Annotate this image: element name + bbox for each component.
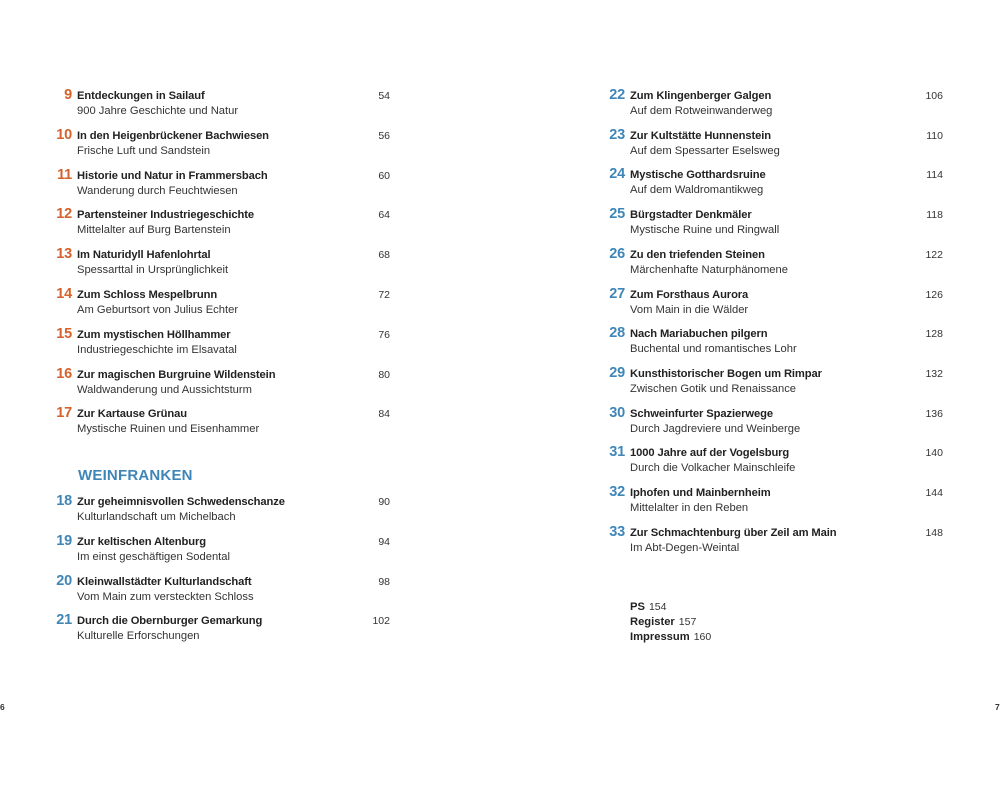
chapter-subtitle: Mystische Ruine und Ringwall xyxy=(630,224,780,237)
chapter-subtitle: Im Abt-Degen-Weintal xyxy=(630,541,740,554)
toc-entry-22[interactable] xyxy=(606,87,943,124)
page-number: 90 xyxy=(378,496,390,508)
chapter-title: Historie und Natur in Frammersbach xyxy=(77,169,268,182)
chapter-subtitle: Am Geburtsort von Julius Echter xyxy=(77,304,239,316)
chapter-subtitle: Kulturlandschaft um Michelbach xyxy=(77,511,236,523)
toc-entry-30[interactable] xyxy=(606,404,943,442)
chapter-number: 20 xyxy=(56,572,72,589)
chapter-subtitle: Mittelalter in den Reben xyxy=(630,502,749,514)
chapter-subtitle: Buchental und romantisches Lohr xyxy=(630,343,797,356)
toc-entry-17[interactable] xyxy=(53,405,390,442)
toc-entry-28[interactable] xyxy=(606,325,943,362)
appendix-item-ps[interactable] xyxy=(630,601,711,616)
chapter-subtitle: Kulturelle Erforschungen xyxy=(77,630,200,643)
chapter-number: 30 xyxy=(609,404,625,421)
toc-entry-19[interactable] xyxy=(53,532,390,570)
chapter-title: Mystische Gotthardsruine xyxy=(630,169,766,182)
chapter-title: Iphofen und Mainbernheim xyxy=(630,487,771,499)
page-number: 68 xyxy=(378,249,390,262)
chapter-number: 31 xyxy=(609,444,625,461)
page-number: 140 xyxy=(925,447,943,460)
section-heading-weinfranken: WEINFRANKEN xyxy=(78,467,193,484)
chapter-title: Entdeckungen in Sailauf xyxy=(77,90,205,102)
chapter-subtitle: Spessarttal in Ursprünglichkeit xyxy=(77,264,229,277)
appendix-page: 160 xyxy=(693,631,712,643)
chapter-number: 23 xyxy=(609,126,625,143)
chapter-title: Kleinwallstädter Kulturlandschaft xyxy=(77,575,252,588)
appendix-label: PS xyxy=(630,601,645,613)
chapter-number: 15 xyxy=(56,325,72,342)
toc-entry-12[interactable] xyxy=(53,206,390,243)
appendix-label: Register xyxy=(630,616,675,628)
appendix-label: Impressum xyxy=(630,631,690,643)
chapter-number: 27 xyxy=(609,285,625,302)
page-number: 60 xyxy=(378,169,390,182)
toc-entry-18[interactable] xyxy=(53,493,390,530)
chapter-number: 28 xyxy=(609,325,625,342)
page-number: 84 xyxy=(378,408,390,421)
chapter-title: Zum Forsthaus Aurora xyxy=(630,288,749,301)
page-number: 118 xyxy=(926,209,943,222)
page-number: 144 xyxy=(925,487,943,499)
chapter-subtitle: Vom Main in die Wälder xyxy=(630,303,749,316)
toc-entry-24[interactable] xyxy=(606,166,943,203)
chapter-number: 22 xyxy=(609,87,625,103)
toc-entry-26[interactable] xyxy=(606,245,943,283)
chapter-number: 13 xyxy=(56,246,72,263)
chapter-title: Partensteiner Industriegeschichte xyxy=(77,209,255,222)
toc-entry-25[interactable] xyxy=(606,206,943,243)
chapter-number: 25 xyxy=(609,206,625,223)
chapter-number: 29 xyxy=(609,364,625,381)
left-toc-column xyxy=(53,0,390,700)
chapter-number: 19 xyxy=(56,532,72,549)
toc-entry-14[interactable] xyxy=(53,286,390,323)
chapter-number: 18 xyxy=(56,493,72,509)
chapter-title: Zur keltischen Altenburg xyxy=(77,535,206,548)
chapter-subtitle: Auf dem Rotweinwanderweg xyxy=(630,105,773,117)
chapter-subtitle: Vom Main zum versteckten Schloss xyxy=(77,590,254,603)
chapter-title: Zu den triefenden Steinen xyxy=(630,248,765,261)
chapter-title: 1000 Jahre auf der Vogelsburg xyxy=(630,447,790,460)
chapter-title: Bürgstadter Denkmäler xyxy=(630,209,752,222)
page-number-left: 6 xyxy=(0,702,5,712)
chapter-subtitle: Auf dem Waldromantikweg xyxy=(630,184,764,197)
page-number: 122 xyxy=(925,248,943,261)
chapter-title: Zur magischen Burgruine Wildenstein xyxy=(77,368,276,381)
page-number: 132 xyxy=(925,367,943,380)
chapter-title: Im Naturidyll Hafenlohrtal xyxy=(77,249,211,262)
chapter-title: Zum mystischen Höllhammer xyxy=(77,328,231,341)
right-toc-column xyxy=(606,0,943,700)
page-number-right: 7 xyxy=(995,702,1000,712)
toc-entry-31[interactable] xyxy=(606,444,943,481)
page-number: 136 xyxy=(925,407,943,420)
page-number: 148 xyxy=(925,526,943,539)
page-number: 76 xyxy=(378,328,390,341)
toc-entry-33[interactable] xyxy=(606,523,943,561)
chapter-title: Zum Schloss Mespelbrunn xyxy=(77,289,218,301)
chapter-number: 17 xyxy=(56,405,72,422)
chapter-number: 33 xyxy=(609,523,625,540)
toc-entry-29[interactable] xyxy=(606,364,943,402)
page-number: 102 xyxy=(372,615,390,628)
chapter-title: Zur Kartause Grünau xyxy=(77,408,187,421)
toc-entry-23[interactable] xyxy=(606,126,943,164)
chapter-number: 14 xyxy=(56,286,72,302)
appendix-item-impressum[interactable] xyxy=(630,631,711,646)
toc-entry-21[interactable] xyxy=(53,612,390,649)
page-number: 106 xyxy=(925,90,943,102)
chapter-title: Zur geheimnisvollen Schwedenschanze xyxy=(77,496,285,508)
chapter-number: 26 xyxy=(609,245,625,262)
appendix-page: 154 xyxy=(648,601,667,613)
chapter-subtitle: Durch die Volkacher Mainschleife xyxy=(630,462,796,475)
chapter-number: 16 xyxy=(56,365,72,382)
toc-entry-16[interactable] xyxy=(53,365,390,403)
chapter-subtitle: Frische Luft und Sandstein xyxy=(77,144,211,157)
page-number: 80 xyxy=(378,368,390,381)
chapter-title: Zur Schmachtenburg über Zeil am Main xyxy=(630,526,837,539)
page-number: 128 xyxy=(925,328,943,341)
chapter-subtitle: Wanderung durch Feuchtwiesen xyxy=(77,184,238,197)
chapter-subtitle: Waldwanderung und Aussichtsturm xyxy=(77,383,252,396)
chapter-title: Durch die Obernburger Gemarkung xyxy=(77,615,263,628)
chapter-number: 21 xyxy=(56,612,72,629)
chapter-subtitle: Im einst geschäftigen Sodental xyxy=(77,550,230,563)
chapter-number: 24 xyxy=(609,166,625,183)
chapter-title: Nach Mariabuchen pilgern xyxy=(630,328,768,341)
chapter-number: 11 xyxy=(57,166,72,183)
toc-entry-20[interactable] xyxy=(53,572,390,610)
chapter-title: Kunsthistorischer Bogen um Rimpar xyxy=(630,367,822,380)
toc-entry-32[interactable] xyxy=(606,484,943,521)
chapter-subtitle: Industriegeschichte im Elsavatal xyxy=(77,343,237,356)
toc-entry-11[interactable] xyxy=(53,166,390,204)
page-number: 56 xyxy=(378,129,390,142)
chapter-title: In den Heigenbrückener Bachwiesen xyxy=(77,129,269,142)
chapter-subtitle: Durch Jagdreviere und Weinberge xyxy=(630,422,801,435)
chapter-subtitle: Zwischen Gotik und Renaissance xyxy=(630,382,797,395)
toc-entry-9[interactable] xyxy=(53,87,390,124)
chapter-number: 12 xyxy=(56,206,72,223)
page-number: 126 xyxy=(925,288,943,301)
chapter-number: 32 xyxy=(609,484,625,500)
appendix-page: 157 xyxy=(678,616,697,628)
page-number: 72 xyxy=(378,289,390,301)
chapter-subtitle: Mittelalter auf Burg Bartenstein xyxy=(77,224,231,237)
chapter-title: Zur Kultstätte Hunnenstein xyxy=(630,129,771,142)
chapter-title: Schweinfurter Spazierwege xyxy=(630,407,773,420)
page-number: 114 xyxy=(926,169,943,182)
page-number: 94 xyxy=(378,535,390,548)
appendix-item-register[interactable] xyxy=(630,616,711,631)
toc-entry-10[interactable] xyxy=(53,126,390,164)
chapter-subtitle: Auf dem Spessarter Eselsweg xyxy=(630,144,780,157)
toc-entry-13[interactable] xyxy=(53,246,390,283)
page-number: 54 xyxy=(378,90,390,102)
page-number: 64 xyxy=(378,209,390,222)
appendix-list xyxy=(630,601,711,646)
chapter-subtitle: 900 Jahre Geschichte und Natur xyxy=(77,105,239,117)
toc-entry-27[interactable] xyxy=(606,285,943,323)
toc-entry-15[interactable] xyxy=(53,325,390,363)
page-number: 110 xyxy=(926,129,943,142)
chapter-subtitle: Märchenhafte Naturphänomene xyxy=(630,263,788,276)
chapter-number: 10 xyxy=(56,126,72,143)
chapter-title: Zum Klingenberger Galgen xyxy=(630,90,772,102)
chapter-number: 9 xyxy=(64,87,72,103)
page-number: 98 xyxy=(378,575,390,588)
chapter-subtitle: Mystische Ruinen und Eisenhammer xyxy=(77,423,260,436)
